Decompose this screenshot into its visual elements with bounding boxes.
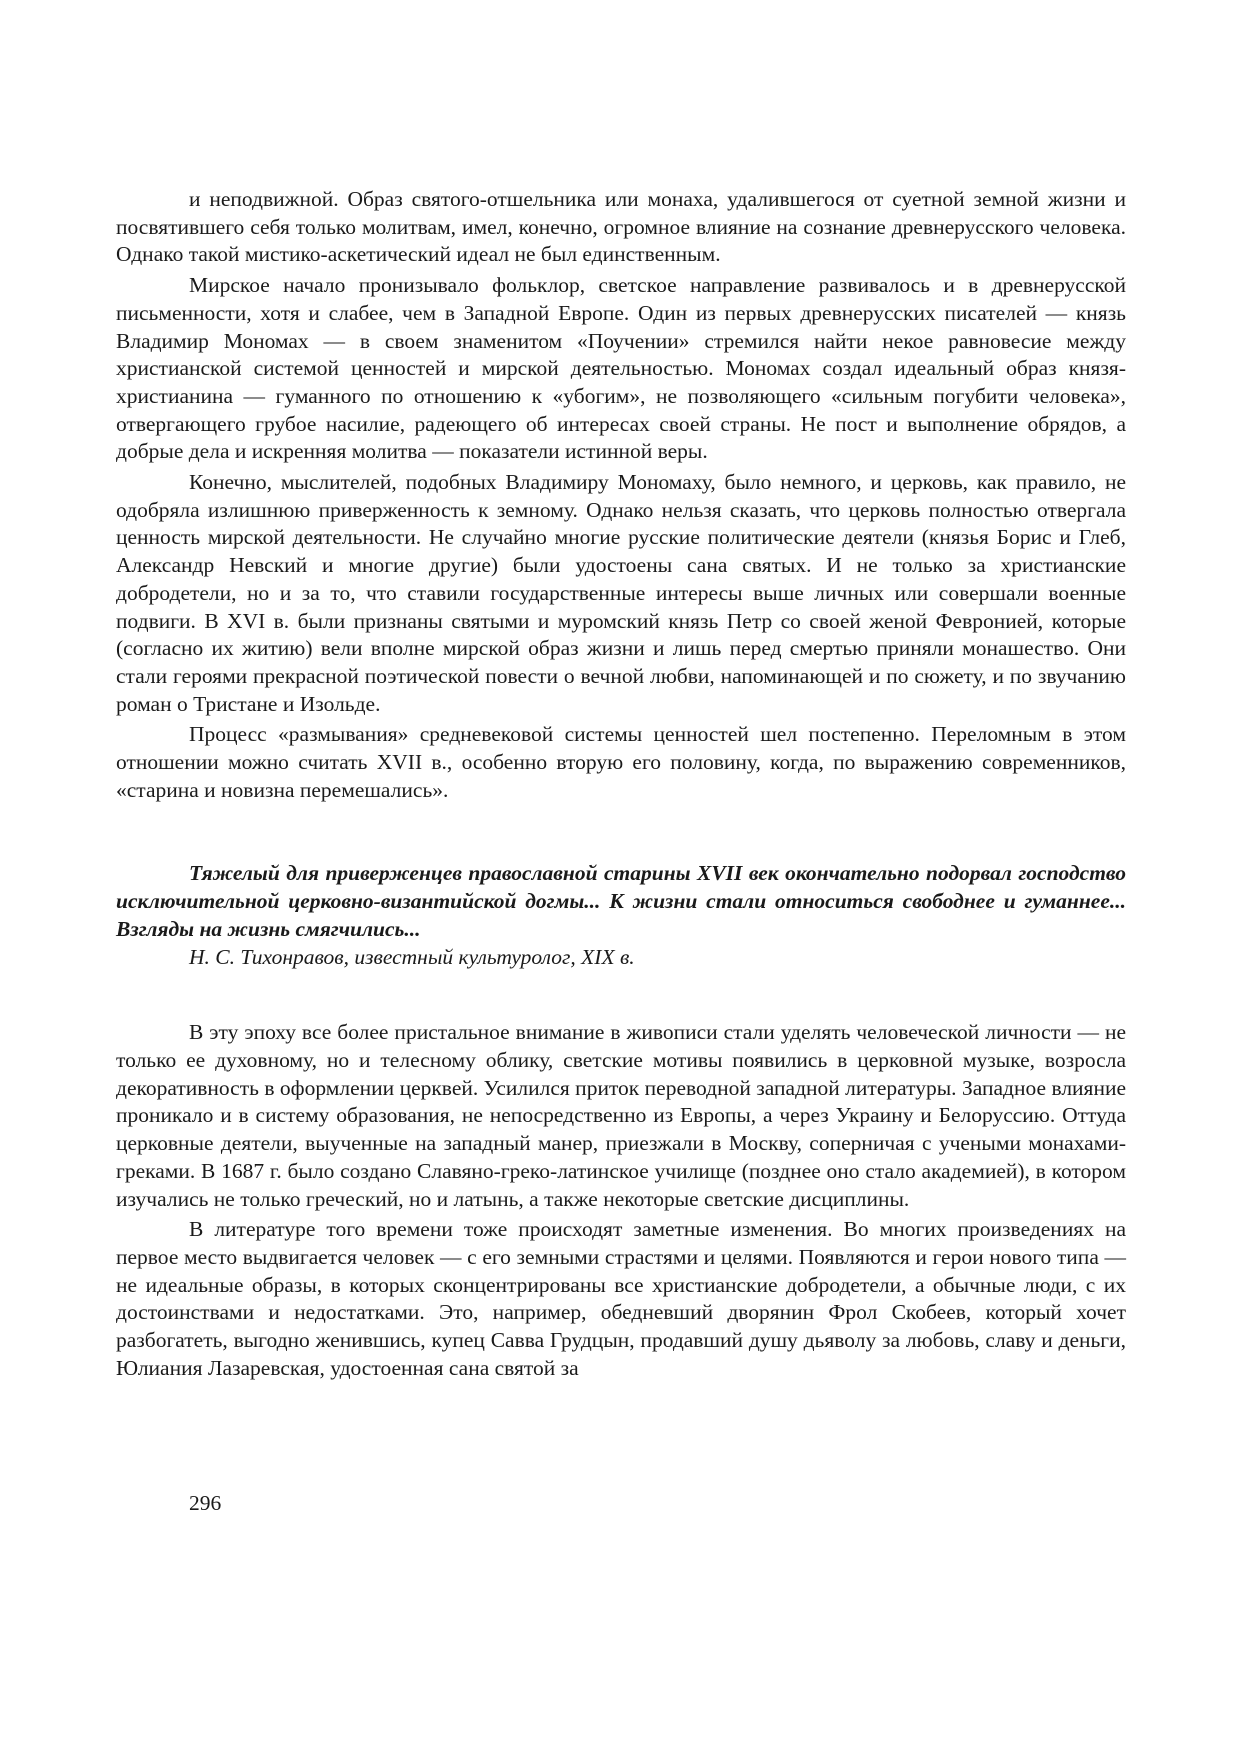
- paragraph-6: В литературе того времени тоже происходят заметные изменения. Во многих произведениях на первое место выдвигается человек — с его земными страстями и целями. Появляются и герои нового типа — не идеальные образы, в которых сконцентрированы все христианские добродетели, а обычные люди, с их достоинствами и недостатками. Это, например, обедневший дворянин Фрол Скобеев, который хочет разбогатеть, выгодно женившись, купец Савва Грудцын, продавший душу дьяволу за любовь, славу и деньги, Юлиания Лазаревская, удостоенная сана святой за: [116, 1217, 1126, 1380]
- epigraph-block: [116, 860, 1126, 971]
- page-body: [116, 186, 1126, 1382]
- paragraph-4: Процесс «размывания» средневековой системы ценностей шел постепенно. Переломным в этом отношении можно считать XVII в., особенно вторую его половину, когда, по выражению современников, «старина и новизна перемешались».: [116, 722, 1126, 802]
- paragraph-3: Конечно, мыслителей, подобных Владимиру Мономаху, было немного, и церковь, как правило, не одобряла излишнюю приверженность к земному. Однако нельзя сказать, что церковь полностью отвергала ценность мирской деятельности. Не случайно многие русские политические деятели (князья Борис и Глеб, Александр Невский и многие другие) были удостоены сана святых. И не только за христианские добродетели, но и за то, что ставили государственные интересы выше личных или совершали военные подвиги. В XVI в. были признаны святыми и муромский князь Петр со своей женой Февронией, которые (согласно их житию) вели вполне мирской образ жизни и лишь перед смертью приняли монашество. Они стали героями прекрасной поэтической повести о вечной любви, напоминающей и по сюжету, и по звучанию роман о Тристане и Изольде.: [116, 470, 1126, 716]
- page-number: 296: [189, 1491, 222, 1515]
- paragraph-1: и неподвижной. Образ святого-отшельника или монаха, удалившегося от суетной земной жизни и посвятившего себя только молитвам, имел, конечно, огромное влияние на сознание древнерусского человека. Однако такой мистико-аскетический идеал не был единственным.: [116, 187, 1126, 267]
- section-spacer: [116, 971, 1126, 1019]
- epigraph-attribution: Н. С. Тихонравов, известный культуролог, XIX в.: [189, 944, 635, 969]
- epigraph-quote: Тяжелый для приверженцев православной старины XVII век окончательно подорвал господство исключительной церковно-византийской догмы... К жизни стали относиться свободнее и гуманнее... Взгляды на жизнь смягчились...: [116, 861, 1126, 941]
- section-spacer: [116, 804, 1126, 860]
- paragraph-5: В эту эпоху все более пристальное внимание в живописи стали уделять человеческой личности — не только ее духовному, но и телесному облику, светские мотивы появились в церковной музыке, возросла декоративность в оформлении церквей. Усилился приток переводной западной литературы. Западное влияние проникало и в систему образования, не непосредственно из Европы, а через Украину и Белоруссию. Оттуда церковные деятели, выученные на западный манер, приезжали в Москву, соперничая с учеными монахами-греками. В 1687 г. было создано Славяно-греко-латинское училище (позднее оно стало академией), в котором изучались не только греческий, но и латынь, а также некоторые светские дисциплины.: [116, 1020, 1126, 1211]
- paragraph-2: Мирское начало пронизывало фольклор, светское направление развивалось и в древнерусской письменности, хотя и слабее, чем в Западной Европе. Один из первых древнерусских писателей — князь Владимир Мономах — в своем знаменитом «Поучении» стремился найти некое равновесие между христианской системой ценностей и мирской деятельностью. Мономах создал идеальный образ князя-христианина — гуманного по отношению к «убогим», не позволяющего «сильным погубити человека», отвергающего грубое насилие, радеющего об интересах своей страны. Не пост и выполнение обрядов, а добрые дела и искренняя молитва — показатели истинной веры.: [116, 273, 1126, 464]
